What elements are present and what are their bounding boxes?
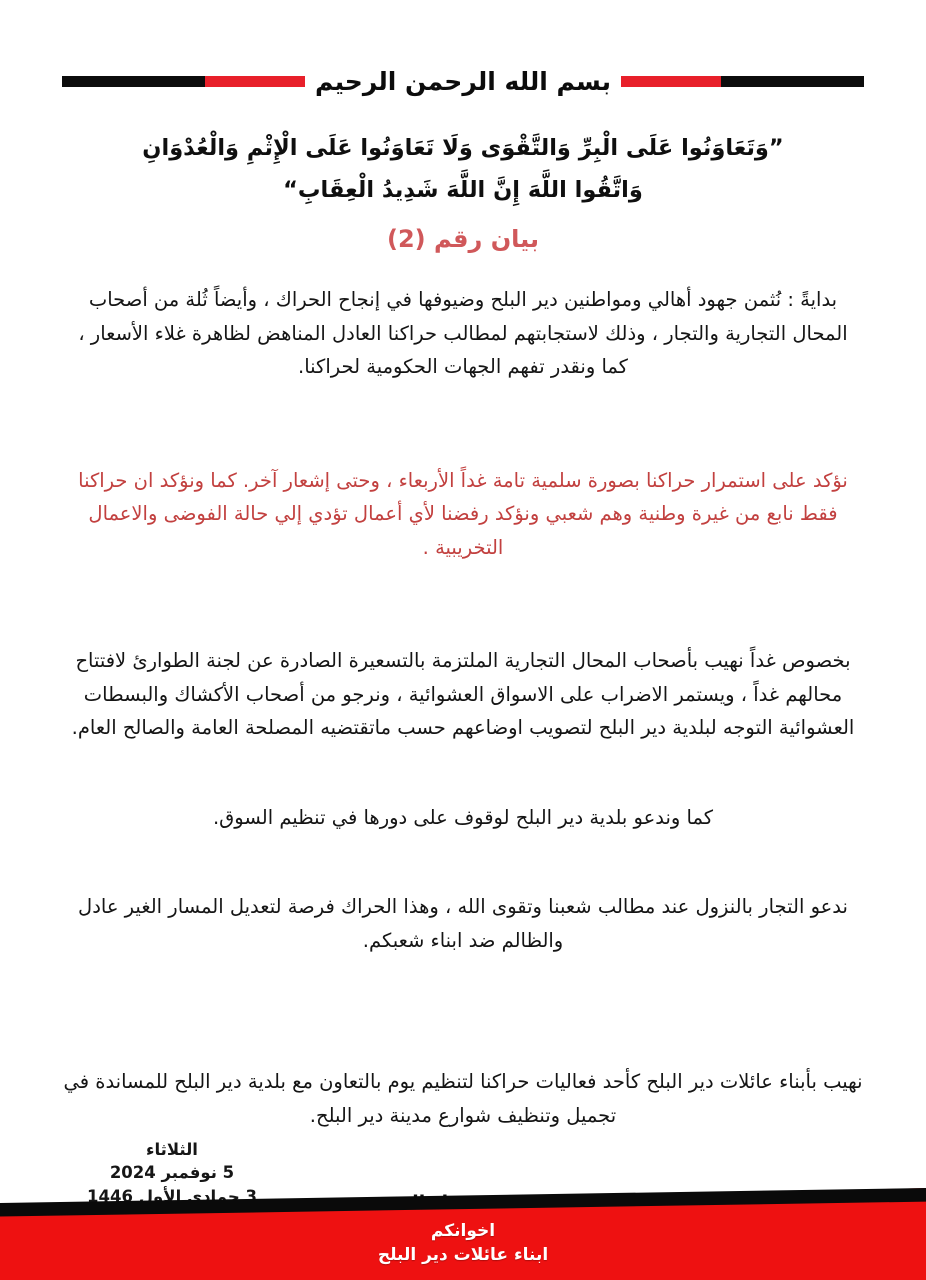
- spacer: [62, 834, 864, 890]
- paragraph-merchants: بخصوص غداً نهيب بأصحاب المحال التجارية الملتزمة بالتسعيرة الصادرة عن لجنة الطوارئ لافتتاح محالهم غداً ، ويستمر الاضراب على الاسواق العشوائية ، ونرجو من أصحاب الأكشاك والبسطات العشوائية التوجه لبلدية دير البلح لتصويب اوضاعهم حسب ماتقتضيه المصلحة العامة والصالح العام.: [71, 649, 855, 740]
- spacer: [62, 957, 864, 1065]
- spacer: [62, 384, 864, 464]
- statement-body: [62, 283, 864, 1219]
- paragraph-cleanup-day: نهيب بأبناء عائلات دير البلح كأحد فعاليات حراكنا لتنظيم يوم بالتعاون مع بلدية دير البلح للمساندة في تجميل وتنظيف شوارع مدينة دير البلح.: [63, 1070, 863, 1127]
- header-rule-right: [621, 76, 864, 87]
- basmala-text: بسم الله الرحمن الرحيم: [315, 66, 611, 96]
- paragraph-intro: بدايةً : نُثمن جهود أهالي ومواطنين دير البلح وضيوفها في إنجاح الحراك ، وأيضاً ثُلة من أصحاب المحال التجارية والتجار ، وذلك لاستجابتهم لمطالب حراكنا العادل المناهض لظاهرة غلاء الأسعار ، كما ونقدر تفهم الجهات الحكومية لحراكنا.: [78, 288, 848, 379]
- footer-signature-line-1: اخوانكم: [430, 1220, 496, 1241]
- header-rule-right-black: [721, 76, 864, 87]
- quran-verse-line-1: ”وَتَعَاوَنُوا عَلَى الْبِرِّ وَالتَّقْوَى وَلَا تَعَاوَنُوا عَلَى الْإِثْمِ وَالْعُدْوَانِ: [142, 135, 784, 161]
- footer-signature-line-2: ابناء عائلات دير البلح: [377, 1244, 549, 1265]
- date-hijri: 3 جمادى الأول 1446: [87, 1186, 257, 1206]
- paragraph-traders-appeal: ندعو التجار بالنزول عند مطالب شعبنا وتقوى الله ، وهذا الحراك فرصة لتعديل المسار الغير عادل والظالم ضد ابناء شعبكم.: [78, 895, 848, 952]
- document-footer: [0, 1188, 926, 1280]
- spacer: [62, 564, 864, 644]
- footer-signature: [0, 1219, 926, 1267]
- header-rule-left-black: [62, 76, 205, 87]
- spacer: [62, 745, 864, 801]
- header-rule-right-red: [621, 76, 721, 87]
- date-weekday: الثلاثاء: [146, 1140, 198, 1159]
- quran-verse-line-2: وَاتَّقُوا اللَّهَ إِنَّ اللَّهَ شَدِيدُ الْعِقَابِ“: [283, 176, 643, 203]
- document-header: [0, 58, 926, 104]
- header-rule-left-red: [205, 76, 305, 87]
- statement-number: بيان رقم (2): [386, 225, 539, 253]
- quran-verse: [70, 128, 856, 211]
- date-gregorian: 5 نوفمبر 2024: [109, 1163, 235, 1183]
- header-rule-left: [62, 76, 305, 87]
- paragraph-emphasis-red: نؤكد على استمرار حراكنا بصورة سلمية تامة غداً الأربعاء ، وحتى إشعار آخر. كما ونؤكد ان حراكنا فقط نابع من غيرة وطنية وهم شعبي ونؤكد رفضنا لأي أعمال تؤدي إلي حالة الفوضى والاعمال التخريبية .: [78, 468, 848, 559]
- paragraph-municipality: كما وندعو بلدية دير البلح لوقوف على دورها في تنظيم السوق.: [212, 805, 714, 829]
